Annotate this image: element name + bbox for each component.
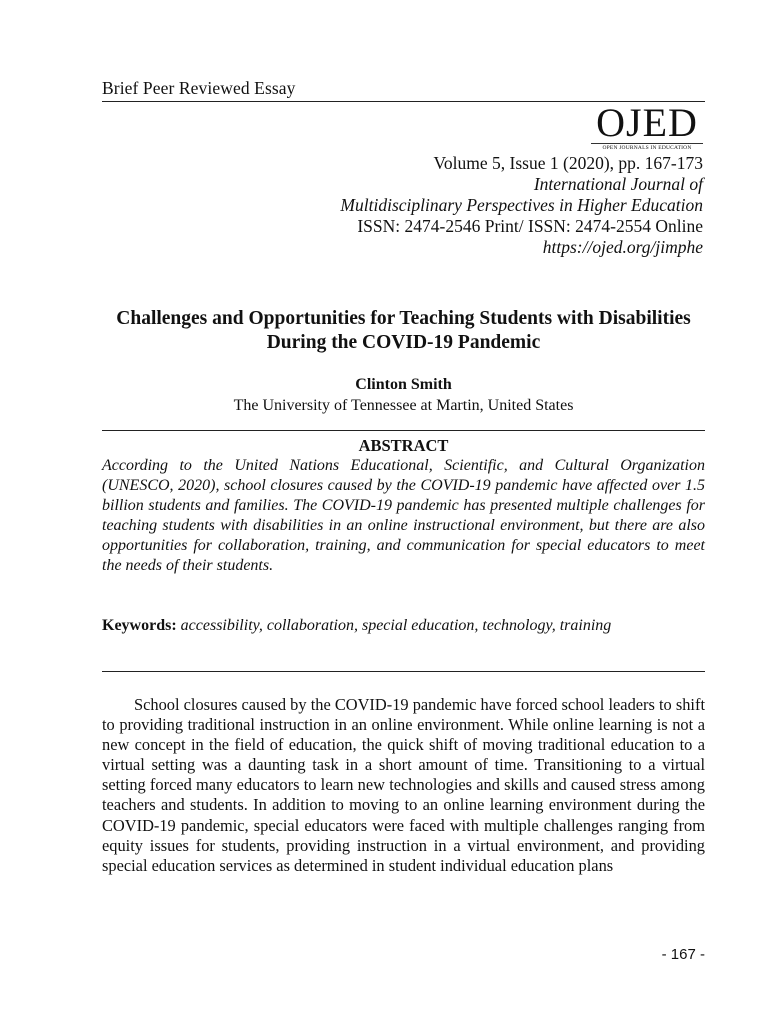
abstract-text: According to the United Nations Educational, Scientific, and Cultural Organization (UNESCO, 2020), school closures caused by the COVID-19 pandemic have affected over 1.5 billion students and families. The COVID-19 pandemic has presented multiple challenges for teaching students with disabilities in an online instructional environment, but there are also opportunities for collaboration, training, and communication for special educators to meet the needs of their students. bbox=[102, 457, 705, 574]
journal-name-line2: Multidisciplinary Perspectives in Higher Education bbox=[340, 195, 703, 215]
page-number: - 167 - bbox=[661, 946, 705, 963]
paper-page bbox=[102, 0, 705, 1024]
journal-logo bbox=[591, 100, 703, 152]
keywords-list: accessibility, collaboration, special education, technology, training bbox=[180, 617, 612, 634]
logo-wordmark: OJED bbox=[596, 100, 698, 145]
journal-info bbox=[340, 153, 703, 258]
abstract-top-rule bbox=[102, 430, 705, 431]
author-name: Clinton Smith bbox=[355, 376, 452, 393]
journal-url[interactable]: https://ojed.org/jimphe bbox=[542, 237, 703, 257]
abstract-heading: ABSTRACT bbox=[358, 436, 449, 455]
keywords-label: Keywords: bbox=[102, 617, 181, 634]
journal-name-line1: International Journal of bbox=[533, 174, 703, 194]
keywords-bottom-rule bbox=[102, 671, 705, 672]
article-title: Challenges and Opportunities for Teaching Students with Disabilities During the COVID-19 Pandemic bbox=[116, 308, 691, 353]
volume-line: Volume 5, Issue 1 (2020), pp. 167-173 bbox=[433, 153, 703, 173]
running-head: Brief Peer Reviewed Essay bbox=[102, 78, 296, 98]
issn-line: ISSN: 2474-2546 Print/ ISSN: 2474-2554 Online bbox=[357, 216, 703, 236]
logo-subtitle: OPEN JOURNALS IN EDUCATION bbox=[602, 145, 692, 151]
body-paragraph: School closures caused by the COVID-19 pandemic have forced school leaders to shift to providing traditional instruction in an online environment. While online learning is not a new concept in the field of education, the quick shift of moving traditional education to a virtual setting was a daunting task in a short amount of time. Transitioning to a virtual setting forced many educators to learn new technologies and skills and caused stress among teachers and students. In addition to moving to an online learning environment during the COVID-19 pandemic, special educators were faced with multiple challenges ranging from equity issues for students, providing instruction in a virtual environment, and providing special education services as determined in student individual education plans bbox=[102, 695, 705, 875]
author-affiliation: The University of Tennessee at Martin, United States bbox=[233, 397, 574, 414]
keywords-block bbox=[102, 616, 705, 636]
